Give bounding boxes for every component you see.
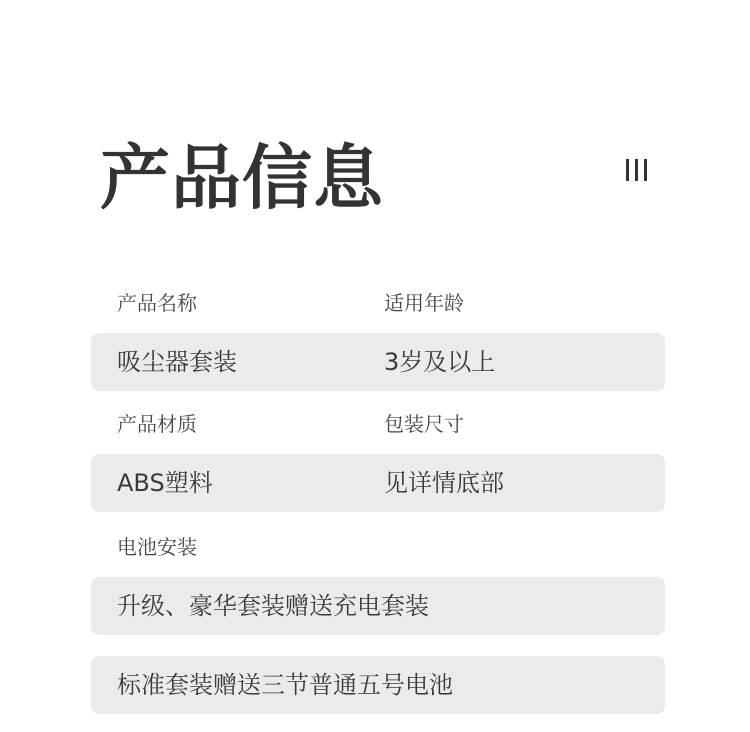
material-label: 产品材质: [117, 412, 197, 436]
info-row-3: [91, 577, 665, 635]
battery-label: 电池安装: [117, 535, 197, 559]
age-value: 3岁及以上: [384, 348, 496, 376]
age-label: 适用年龄: [384, 291, 464, 315]
info-row-2: [91, 454, 665, 512]
page-title: 产品信息: [100, 137, 384, 219]
battery-value-2: 标准套装赠送三节普通五号电池: [117, 671, 453, 699]
package-size-label: 包装尺寸: [384, 412, 464, 436]
info-row-1: [91, 333, 665, 391]
battery-value-1: 升级、豪华套装赠送充电套装: [117, 592, 429, 620]
package-size-value: 见详情底部: [384, 469, 504, 497]
product-name-value: 吸尘器套装: [117, 348, 237, 376]
vertical-bars-icon: [624, 158, 650, 182]
material-value: ABS塑料: [117, 469, 213, 497]
info-row-4: [91, 656, 665, 714]
product-name-label: 产品名称: [117, 291, 197, 315]
